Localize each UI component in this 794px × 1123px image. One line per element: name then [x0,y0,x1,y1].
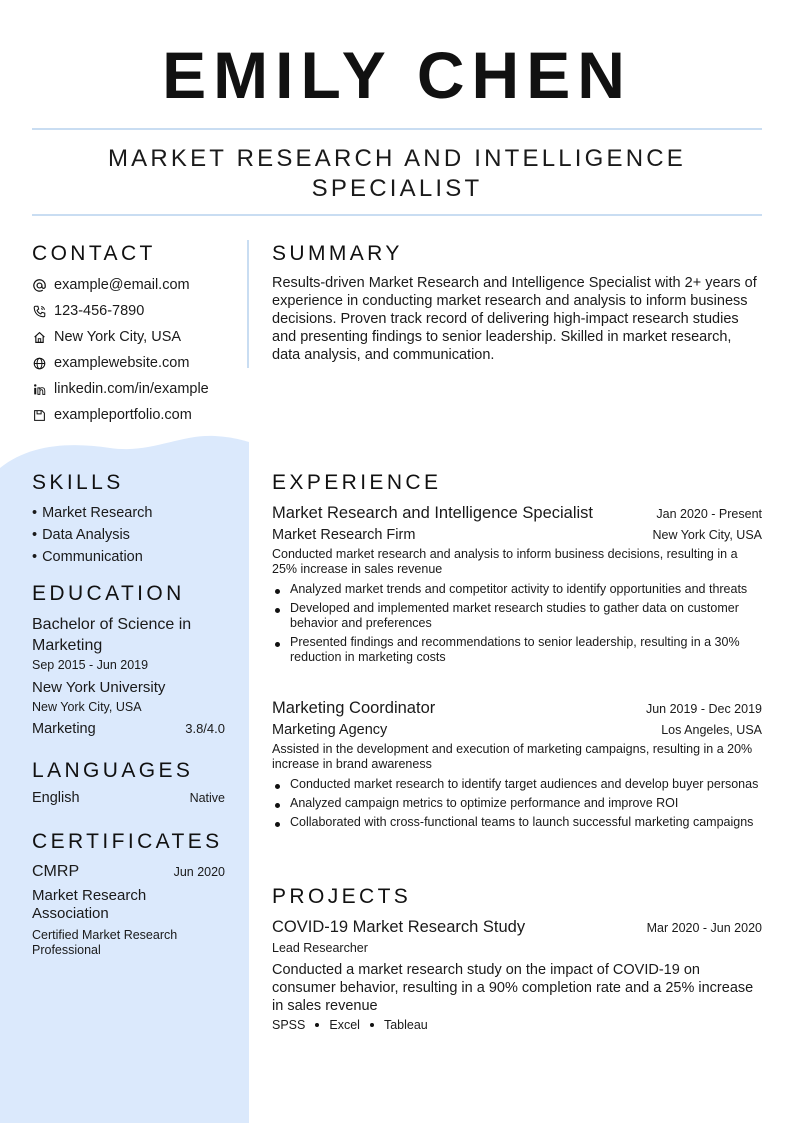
experience-heading: EXPERIENCE [272,471,442,494]
experience-description: Conducted market research and analysis to inform business decisions, resulting in a 25% increase in sales revenue [272,547,738,576]
contact-list [32,272,247,428]
summary-text: Results-driven Market Research and Intelligence Specialist with 2+ years of experience in conducting market research and analysis to inform business decisions. Proven track record of delivering high-impact research studies and presenting findings to senior leadership. Skilled in market research, data analysis, and communication. [272,275,757,363]
job-title: MARKET RESEARCH AND INTELLIGENCE SPECIALIST [107,145,687,202]
candidate-name: EMILY CHEN [162,38,632,112]
experience-bullet: Analyzed campaign metrics to optimize performance and improve ROI [272,796,762,811]
column-divider [247,240,249,368]
summary-heading: SUMMARY [272,242,403,265]
education-location: New York City, USA [32,700,142,714]
languages-heading: LANGUAGES [32,759,194,782]
education-heading: EDUCATION [32,582,185,605]
header-rule-top [32,128,762,130]
header-rule-bottom [32,214,762,216]
certificate-item [32,862,225,958]
globe-icon [32,356,46,370]
language-item [32,790,225,806]
experience-location: Los Angeles, USA [661,723,762,737]
experience-company: Market Research Firm [272,527,416,543]
education-field: Marketing [32,721,96,737]
experience-item [272,502,762,669]
experience-bullet: Analyzed market trends and competitor activity to identify opportunities and threats [272,582,762,597]
education-field-row [32,719,225,739]
project-role: Lead Researcher [272,941,368,955]
project-tool: SPSS [272,1018,306,1032]
experience-bullets [272,582,762,665]
contact-location-text: New York City, USA [54,329,182,345]
education-school: New York University [32,679,166,696]
contact-heading: CONTACT [32,242,156,265]
project-description: Conducted a market research study on the impact of COVID-19 on consumer behavior, resulting in a 90% completion rate and a 25% increase in sales revenue [272,962,754,1014]
experience-role: Market Research and Intelligence Specialist [272,504,594,522]
experience-bullets [272,777,762,830]
education-dates: Sep 2015 - Jun 2019 [32,658,149,672]
project-item [272,916,762,1032]
experience-bullet: Developed and implemented market research studies to gather data on customer behavior and preferences [272,601,762,631]
skill-item: • Data Analysis [32,524,232,546]
skill-item: • Market Research [32,502,232,524]
education-gpa: 3.8/4.0 [185,721,225,736]
project-tool: Excel [329,1018,360,1032]
experience-item [272,697,762,834]
contact-location [32,324,247,350]
skill-item: • Communication [32,546,232,568]
skills-heading: SKILLS [32,471,124,494]
linkedin-icon [32,382,46,396]
certificate-issuer: Market Research Association [32,887,147,922]
phone-icon [32,304,46,318]
project-dates: Mar 2020 - Jun 2020 [646,921,762,935]
language-level: Native [189,791,225,805]
experience-location: New York City, USA [652,528,762,542]
contact-website-text: examplewebsite.com [54,355,190,371]
contact-email-text: example@email.com [54,277,190,293]
project-tool: Tableau [383,1018,428,1032]
experience-bullet: Conducted market research to identify target audiences and develop buyer personas [272,777,762,792]
certificate-name: CMRP [32,863,80,880]
language-name: English [32,790,80,806]
experience-description: Assisted in the development and execution of marketing campaigns, resulting in a 20% increase in brand awareness [272,742,753,771]
education-degree: Bachelor of Science in Marketing [32,616,192,654]
experience-company: Marketing Agency [272,722,388,738]
contact-linkedin-text: linkedin.com/in/example [54,381,209,397]
at-icon [32,278,46,292]
contact-linkedin[interactable] [32,376,247,402]
tool-separator [370,1023,374,1027]
experience-dates: Jan 2020 - Present [656,507,762,521]
contact-phone[interactable] [32,298,247,324]
contact-portfolio-text: exampleportfolio.com [54,407,192,423]
contact-website[interactable] [32,350,247,376]
projects-heading: PROJECTS [272,885,412,908]
project-name: COVID-19 Market Research Study [272,918,526,936]
contact-email[interactable] [32,272,247,298]
experience-bullet: Collaborated with cross-functional teams to launch successful marketing campaigns [272,815,762,830]
skills-list [32,502,232,568]
portfolio-icon [32,408,46,422]
contact-portfolio[interactable] [32,402,247,428]
experience-dates: Jun 2019 - Dec 2019 [645,702,762,716]
certificates-heading: CERTIFICATES [32,830,223,853]
experience-role: Marketing Coordinator [272,699,436,717]
home-icon [32,330,46,344]
certificate-description: Certified Market Research Professional [32,928,178,957]
education-entry [32,614,225,739]
contact-phone-text: 123-456-7890 [54,303,145,319]
certificate-date: Jun 2020 [173,865,225,879]
project-tools [272,1018,762,1032]
tool-separator [315,1023,319,1027]
experience-bullet: Presented findings and recommendations to senior leadership, resulting in a 30% reduction in marketing costs [272,635,762,665]
